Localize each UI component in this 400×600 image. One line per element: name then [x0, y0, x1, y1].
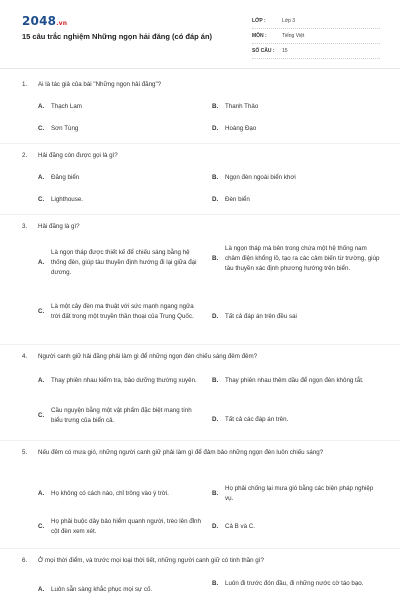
question-3	[22, 222, 382, 232]
question-6	[22, 556, 382, 566]
option-text: Thay phiên nhau thêm dầu để ngọn đèn không tắt.	[225, 377, 364, 384]
option-text: Thạch Lam	[51, 103, 82, 110]
option-text: Là một cây đèn ma thuật với sức mạnh ngang ngửa trời đất trong một truyền thần thoại của Trung Quốc.	[51, 303, 194, 321]
question-text: Người canh giữ hải đăng phải làm gì để những ngọn đèn chiếu sáng đêm đêm?	[38, 353, 258, 360]
option-2a[interactable]	[38, 173, 198, 183]
option-text: Lighthouse.	[51, 196, 83, 203]
option-1a[interactable]	[38, 102, 198, 112]
option-6b[interactable]	[212, 579, 380, 589]
option-text: Là ngọn tháp mà bên trong chứa một hệ thống nam châm điện khổng lồ, tạo ra các cảm biến từ trường, giúp tàu thuyền xác định phương hướng trên biển.	[225, 245, 380, 273]
option-letter: D.	[212, 196, 219, 203]
option-letter: C.	[38, 125, 45, 132]
question-divider	[0, 548, 400, 549]
question-2	[22, 151, 382, 161]
option-text: Thay phiên nhau kiểm tra, bảo dưỡng thường xuyên.	[51, 377, 197, 384]
option-text: Cầu nguyện bằng một vật phẩm đặc biệt mang tính biểu trưng của biển cả.	[51, 407, 192, 425]
option-3a[interactable]	[38, 248, 203, 279]
meta-row-count	[252, 44, 380, 59]
option-1d[interactable]	[212, 124, 377, 134]
option-letter: B.	[212, 580, 219, 587]
question-number: 1.	[22, 81, 28, 88]
option-text: Họ không có cách nào, chỉ trông vào ý trời.	[51, 490, 169, 497]
option-1c[interactable]	[38, 124, 198, 134]
question-divider	[0, 214, 400, 215]
meta-row-class	[252, 14, 380, 29]
option-letter: B.	[212, 174, 219, 181]
option-5c[interactable]	[38, 517, 203, 537]
option-letter: A.	[38, 490, 45, 497]
meta-value: Tiếng Việt	[282, 33, 305, 39]
option-2d[interactable]	[212, 195, 377, 205]
option-letter: D.	[212, 125, 219, 132]
option-letter: C.	[38, 196, 45, 203]
page-header	[0, 0, 400, 66]
option-text: Thanh Thảo	[225, 103, 259, 110]
question-number: 6.	[22, 557, 28, 564]
option-text: Cả B và C.	[225, 523, 255, 530]
question-text: Hải đăng còn được gọi là gì?	[38, 152, 118, 159]
option-text: Tất cả các đáp án trên.	[225, 416, 289, 423]
option-2c[interactable]	[38, 195, 198, 205]
option-6a[interactable]	[38, 585, 203, 595]
option-5a[interactable]	[38, 489, 213, 499]
option-3d[interactable]	[212, 312, 380, 322]
question-divider	[0, 440, 400, 441]
question-5	[22, 448, 382, 458]
meta-label: LỚP :	[252, 18, 266, 24]
option-letter: D.	[212, 523, 219, 530]
question-text: Ai là tác giả của bài "Những ngọn hải đăng"?	[38, 81, 162, 88]
option-letter: A.	[38, 377, 45, 384]
option-letter: B.	[212, 255, 219, 263]
option-3b[interactable]	[212, 244, 380, 275]
option-text: Đăng biển	[51, 174, 80, 181]
option-text: Luôn đi trước đón đầu, đi những nước cờ táo bạo.	[225, 580, 364, 587]
option-letter: C.	[38, 523, 45, 531]
question-number: 5.	[22, 449, 28, 456]
question-number: 4.	[22, 353, 28, 360]
option-text: Đèn biển	[225, 196, 250, 203]
option-4c[interactable]	[38, 406, 203, 426]
logo-tld: .vn	[56, 20, 68, 27]
question-number: 3.	[22, 223, 28, 230]
option-text: Họ phải buộc dây bảo hiểm quanh người, trèo lên đỉnh cột đèn xem xét.	[51, 518, 201, 536]
question-divider	[0, 143, 400, 144]
meta-label: MÔN :	[252, 33, 267, 39]
question-text: Nếu đêm có mưa gió, những người canh giữ phải làm gì để đảm bảo những ngọn đèn luôn chiếu sáng?	[38, 449, 324, 456]
option-text: Ngọn đèn ngoài biển khơi	[225, 174, 296, 181]
option-1b[interactable]	[212, 102, 377, 112]
question-4	[22, 352, 382, 362]
option-2b[interactable]	[212, 173, 377, 183]
option-letter: A.	[38, 174, 45, 181]
site-logo[interactable]	[22, 14, 67, 28]
option-letter: B.	[212, 377, 219, 384]
option-letter: A.	[38, 259, 45, 267]
meta-label: SỐ CÂU :	[252, 48, 275, 54]
question-number: 2.	[22, 152, 28, 159]
option-text: Họ phải chống lại mưa gió bằng các biện pháp nghiệp vụ.	[225, 485, 374, 503]
header-divider	[0, 68, 400, 69]
meta-value: Lớp 3	[282, 18, 296, 24]
logo-text: 2048	[22, 14, 57, 28]
question-text: Hải đăng là gì?	[38, 223, 80, 230]
option-4b[interactable]	[212, 376, 380, 386]
option-4d[interactable]	[212, 415, 380, 425]
option-4a[interactable]	[38, 376, 203, 386]
option-text: Tất cả đáp án trên đều sai	[225, 313, 297, 320]
option-text: Là ngọn tháp được thiết kế để chiếu sáng bằng hệ thống đèn, giúp tàu thuyền định hướng đi lại giữa đại dương.	[51, 249, 197, 277]
option-text: Sơn Tùng	[51, 125, 79, 132]
option-letter: A.	[38, 103, 45, 110]
question-text: Ở mọi thời điểm, và trước mọi loại thời tiết, những người canh giữ có tinh thần gì?	[38, 557, 264, 564]
question-1	[22, 80, 382, 90]
meta-row-subject	[252, 29, 380, 44]
option-text: Hoàng Đạo	[225, 125, 257, 132]
option-letter: A.	[38, 586, 45, 593]
option-3c[interactable]	[38, 302, 203, 322]
page-title: 15 câu trắc nghiệm Những ngọn hải đăng (có đáp án)	[22, 32, 213, 41]
meta-value: 15	[282, 48, 288, 54]
option-letter: C.	[38, 308, 45, 316]
question-divider	[0, 344, 400, 345]
option-letter: B.	[212, 490, 219, 498]
option-letter: D.	[212, 416, 219, 423]
option-letter: B.	[212, 103, 219, 110]
option-letter: C.	[38, 412, 45, 420]
option-5b[interactable]	[212, 484, 380, 504]
option-5d[interactable]	[212, 522, 380, 532]
option-letter: D.	[212, 313, 219, 320]
quiz-meta	[252, 14, 380, 59]
option-text: Luôn sẵn sàng khắc phục mọi sự cố.	[51, 586, 153, 593]
